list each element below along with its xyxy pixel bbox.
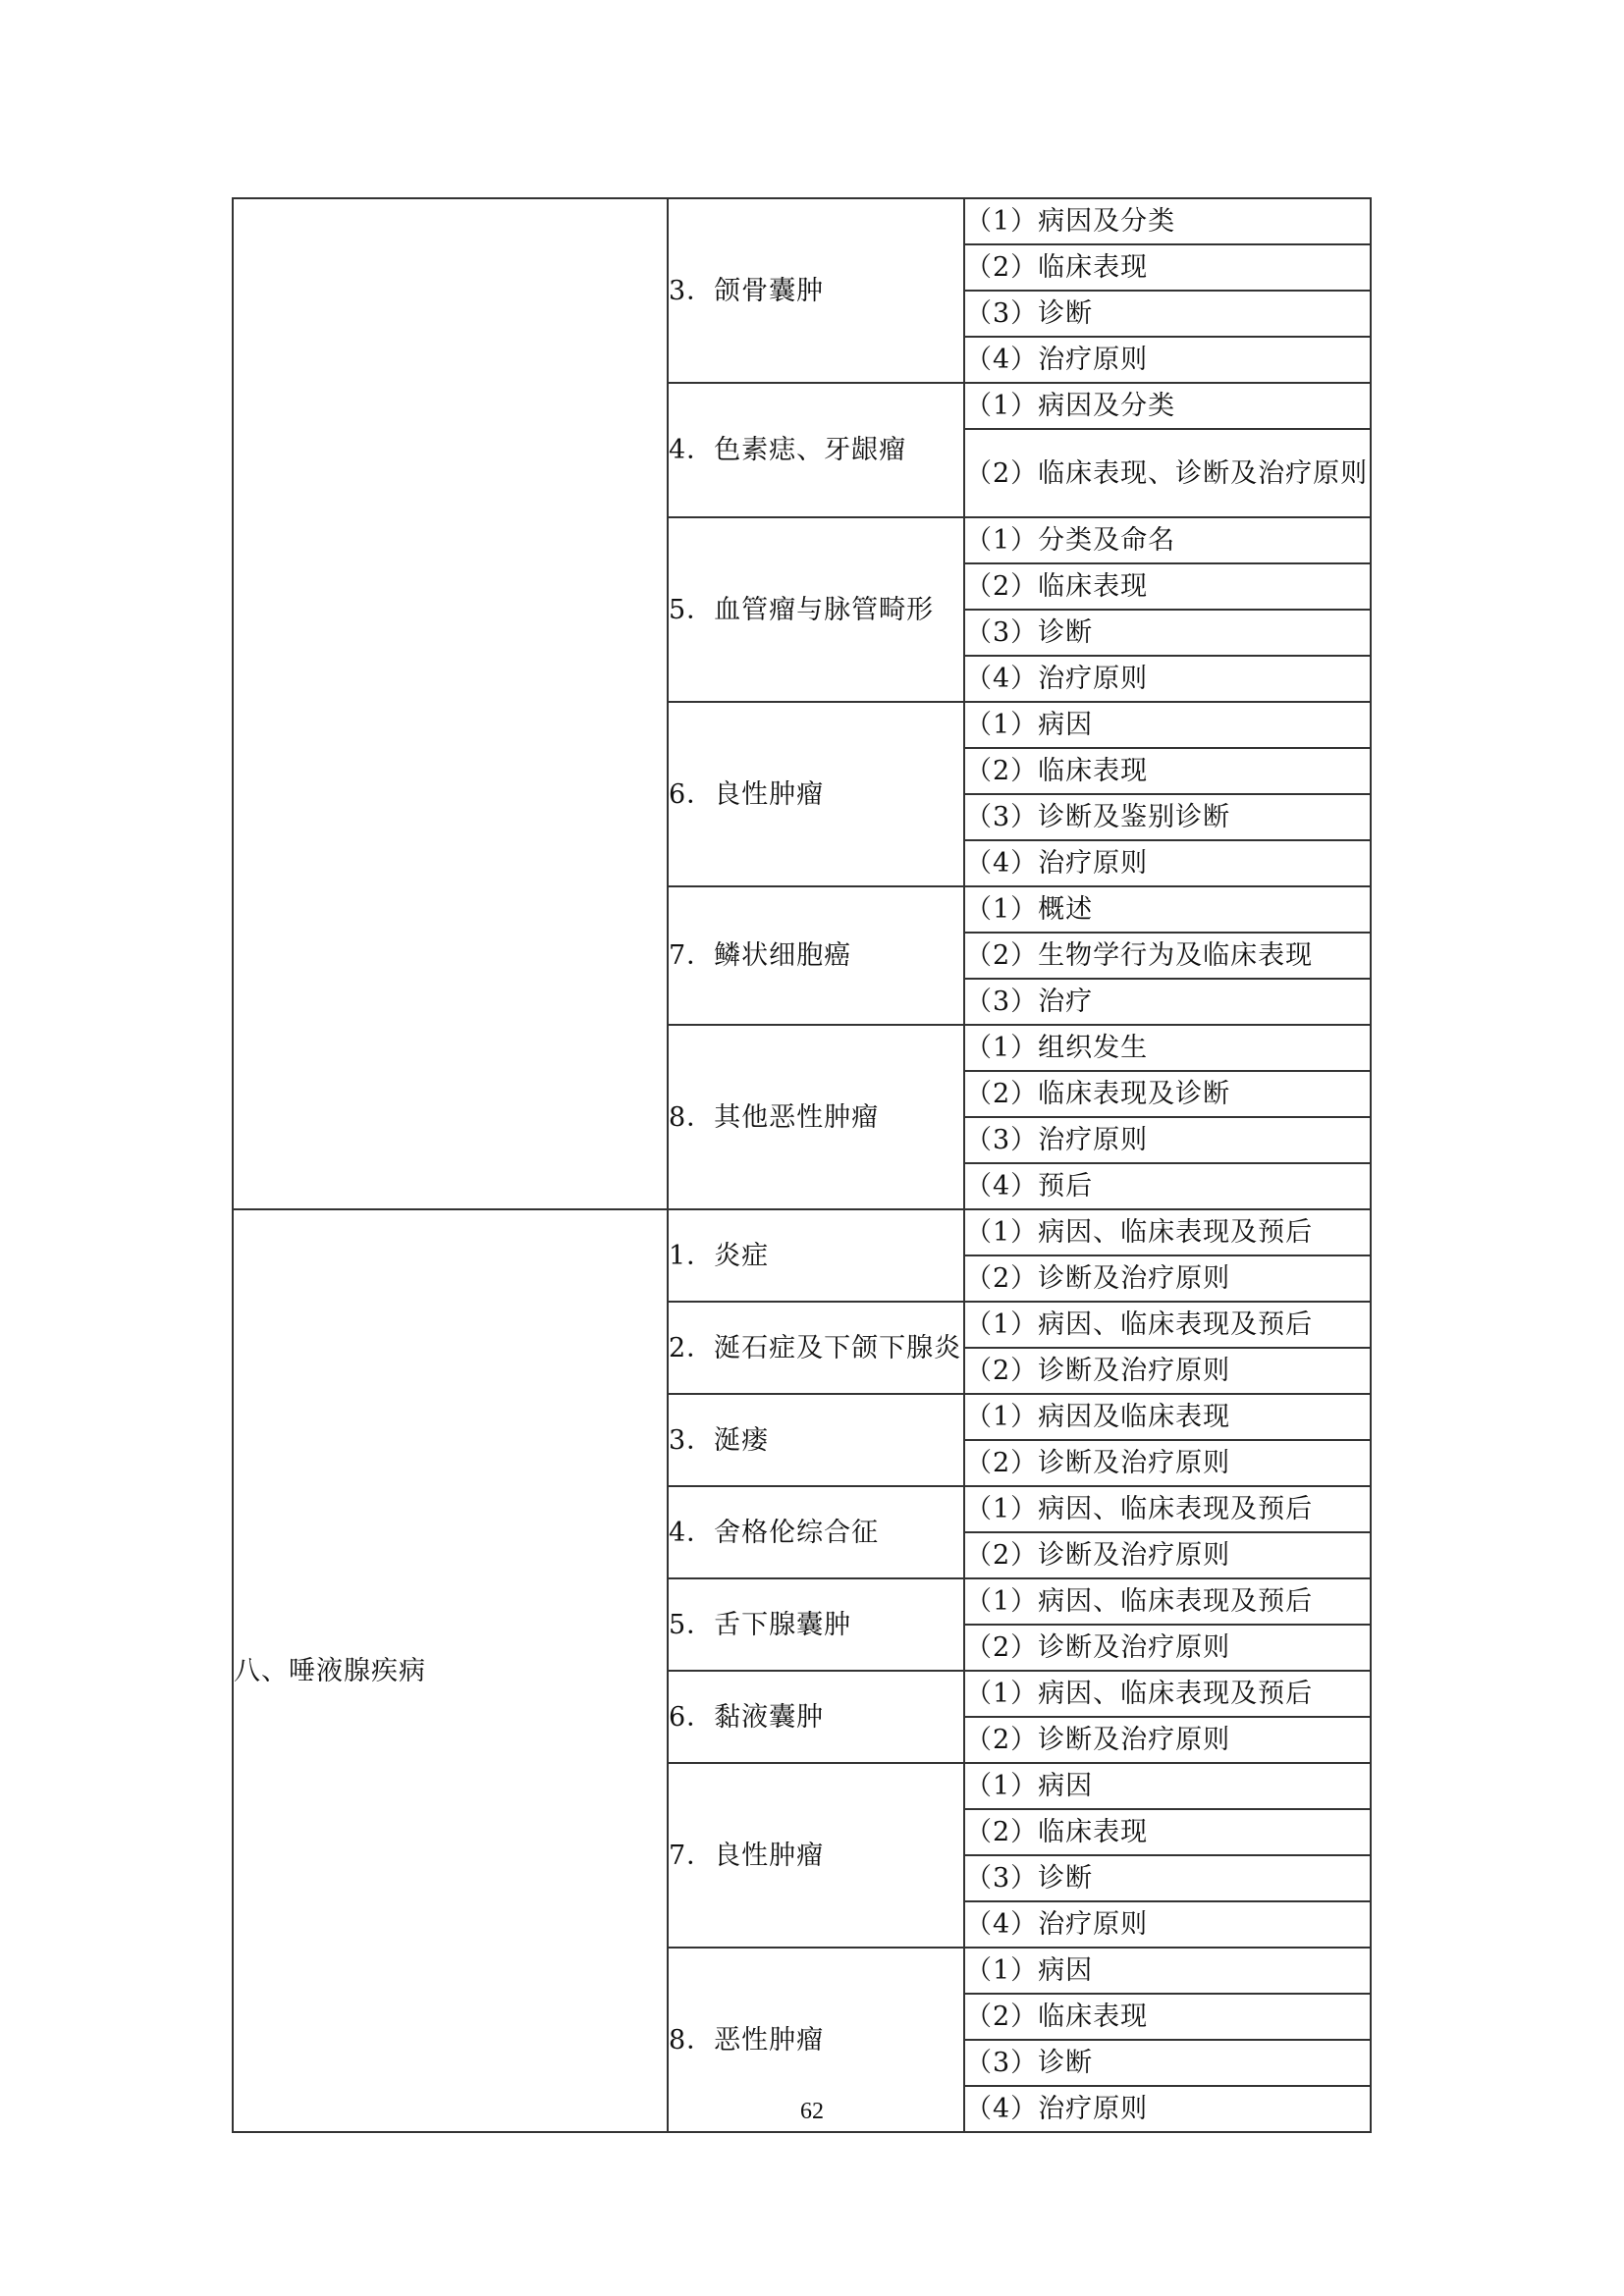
point-cell: （2）诊断及治疗原则 (964, 1348, 1371, 1394)
topic-cell: 8．其他恶性肿瘤 (668, 1025, 964, 1209)
topic-cell: 7．良性肿瘤 (668, 1763, 964, 1948)
point-cell: （4）预后 (964, 1163, 1371, 1209)
point-cell: （1）概述 (964, 886, 1371, 933)
topic-cell: 4．舍格伦综合征 (668, 1486, 964, 1578)
point-cell: （1）病因 (964, 702, 1371, 748)
point-cell: （3）治疗 (964, 979, 1371, 1025)
point-cell: （1）病因、临床表现及预后 (964, 1486, 1371, 1532)
point-cell: （1）病因、临床表现及预后 (964, 1578, 1371, 1625)
point-cell: （4）治疗原则 (964, 1901, 1371, 1948)
topic-cell: 6．良性肿瘤 (668, 702, 964, 886)
point-cell: （2）临床表现、诊断及治疗原则 (964, 429, 1371, 517)
point-cell: （1）病因、临床表现及预后 (964, 1671, 1371, 1717)
chapter-cell: 八、唾液腺疾病 (233, 1209, 668, 2132)
point-cell: （2）临床表现 (964, 1994, 1371, 2040)
point-cell: （1）病因及分类 (964, 383, 1371, 429)
point-cell: （3）诊断 (964, 291, 1371, 337)
point-cell: （2）诊断及治疗原则 (964, 1440, 1371, 1486)
table-row (233, 198, 1371, 244)
point-cell: （2）诊断及治疗原则 (964, 1625, 1371, 1671)
point-cell: （1）组织发生 (964, 1025, 1371, 1071)
point-cell: （1）病因、临床表现及预后 (964, 1209, 1371, 1255)
topic-cell: 7．鳞状细胞癌 (668, 886, 964, 1025)
point-cell: （4）治疗原则 (964, 656, 1371, 702)
point-cell: （2）诊断及治疗原则 (964, 1717, 1371, 1763)
chapter-cell (233, 198, 668, 1209)
syllabus-table (232, 197, 1372, 2133)
topic-cell: 2．涎石症及下颌下腺炎 (668, 1302, 964, 1394)
point-cell: （1）病因 (964, 1948, 1371, 1994)
point-cell: （4）治疗原则 (964, 337, 1371, 383)
topic-cell: 5．舌下腺囊肿 (668, 1578, 964, 1671)
point-cell: （3）治疗原则 (964, 1117, 1371, 1163)
point-cell: （3）诊断 (964, 2040, 1371, 2086)
topic-cell: 6．黏液囊肿 (668, 1671, 964, 1763)
point-cell: （2）诊断及治疗原则 (964, 1532, 1371, 1578)
point-cell: （2）临床表现 (964, 1809, 1371, 1855)
topic-cell: 3．涎瘘 (668, 1394, 964, 1486)
point-cell: （1）病因 (964, 1763, 1371, 1809)
point-cell: （2）临床表现及诊断 (964, 1071, 1371, 1117)
point-cell: （2）临床表现 (964, 748, 1371, 794)
point-cell: （1）病因及临床表现 (964, 1394, 1371, 1440)
point-cell: （1）病因及分类 (964, 198, 1371, 244)
topic-cell: 4．色素痣、牙龈瘤 (668, 383, 964, 517)
point-cell: （3）诊断及鉴别诊断 (964, 794, 1371, 840)
point-cell: （2）生物学行为及临床表现 (964, 933, 1371, 979)
topic-cell: 1．炎症 (668, 1209, 964, 1302)
topic-cell: 5．血管瘤与脉管畸形 (668, 517, 964, 702)
table-row (233, 1209, 1371, 1255)
page-number: 62 (800, 2099, 824, 2124)
point-cell: （1）病因、临床表现及预后 (964, 1302, 1371, 1348)
point-cell: （1）分类及命名 (964, 517, 1371, 563)
point-cell: （4）治疗原则 (964, 840, 1371, 886)
point-cell: （3）诊断 (964, 610, 1371, 656)
topic-cell: 3．颌骨囊肿 (668, 198, 964, 383)
point-cell: （4）治疗原则 (964, 2086, 1371, 2132)
point-cell: （2）临床表现 (964, 244, 1371, 291)
point-cell: （2）诊断及治疗原则 (964, 1255, 1371, 1302)
topic-cell: 8．恶性肿瘤 (668, 1948, 964, 2132)
point-cell: （2）临床表现 (964, 563, 1371, 610)
point-cell: （3）诊断 (964, 1855, 1371, 1901)
